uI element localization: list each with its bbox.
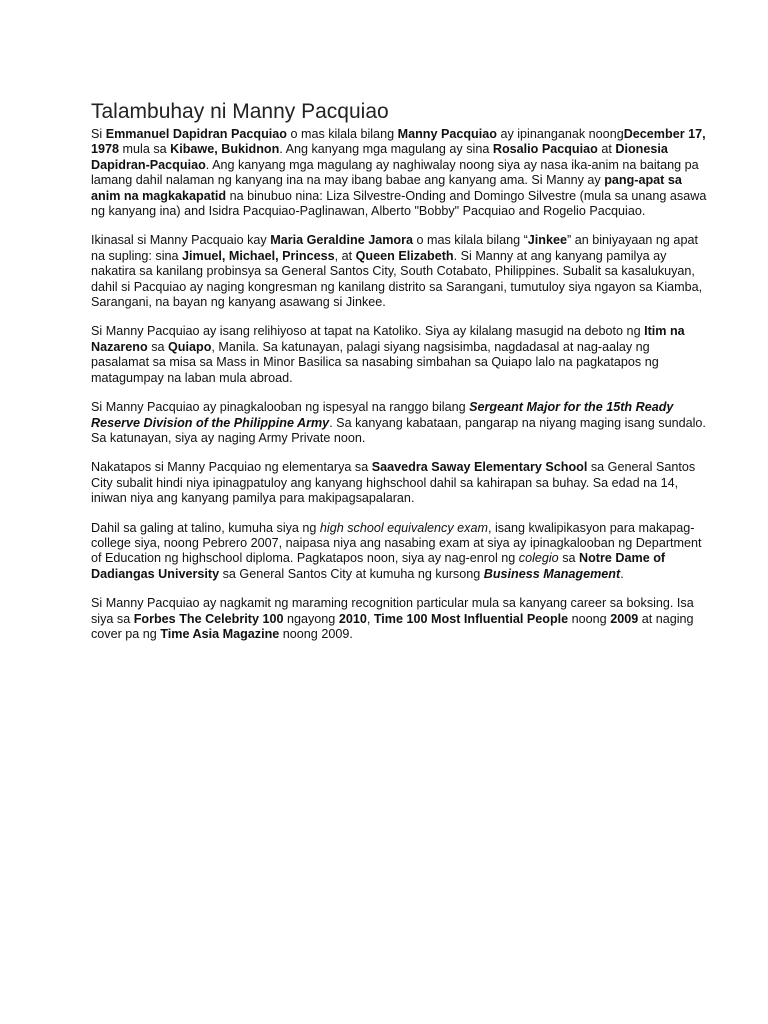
paragraph-text: Si Manny Pacquiao ay nagkamit ng maraming recognition particular mula sa kanyang career sa boksing. Isa siya sa xyxy=(91,596,698,626)
paragraph-text: sa General Santos City subalit hindi niya ipinagpatuloy ang kanyang highschool dahil sa kahirapan sa buhay. Sa edad na 14, iniwan niya ang kanyang pamilya para makipagsapalaran. xyxy=(91,460,699,506)
paragraph-text: noong xyxy=(568,611,611,626)
paragraph-text: Nakatapos si Manny Pacquiao ng elementarya sa xyxy=(91,460,372,475)
emphasized-text: Manny Pacquiao xyxy=(397,127,497,141)
paragraph-text: na binubuo nina: Liza Silvestre-Onding and Domingo Silvestre (mula sa unang asawa ng kanyang ina) and Isidra Pacquiao-Paglinawan, Alberto "Bobby" Pacquiao and Rogelio Pacquiao. xyxy=(91,188,710,219)
paragraph xyxy=(91,127,708,219)
emphasized-text: Saavedra Saway Elementary School xyxy=(371,460,588,475)
paragraph-text: ” an biniyayaan ng apat na supling: sina xyxy=(91,233,702,263)
paragraph-text: , isang kwalipikasyon para makapag-college siya, noong Pebrero 2007, naipasa niya ang nasabing exam at siya ay ipinagkalooban ng Department of Education ng highschool diploma. Pagkatapos noon, siya ay nag-enrol ng xyxy=(91,520,706,566)
paragraph-text: o mas kilala bilang xyxy=(286,127,398,141)
paragraph xyxy=(91,521,708,583)
emphasized-text: Kibawe, Bukidnon xyxy=(170,142,280,157)
emphasized-text: Time 100 Most Influential People xyxy=(373,611,569,626)
emphasized-text: high school equivalency exam xyxy=(319,520,488,535)
emphasized-text: Dionesia Dapidran-Pacquiao xyxy=(91,142,672,172)
document-title: Talambuhay ni Manny Pacquiao xyxy=(91,100,389,123)
emphasized-text: colegio xyxy=(518,551,559,566)
paragraph xyxy=(91,460,708,506)
paragraph-text: at xyxy=(597,142,616,157)
paragraph-text: Si Manny Pacquiao ay pinagkalooban ng ispesyal na ranggo bilang xyxy=(91,400,470,415)
paragraph-text: ay ipinanganak noong xyxy=(496,127,624,141)
paragraph-text: Si xyxy=(91,127,106,141)
emphasized-text: pang-apat sa anim na magkakapatid xyxy=(91,173,686,203)
paragraph-text: . Sa kanyang kabataan, pangarap na niyang maging isang sundalo. Sa katunayan, siya ay naging Army Private noon. xyxy=(91,415,710,445)
paragraph-text: , xyxy=(366,611,374,626)
paragraph xyxy=(91,233,708,310)
emphasized-text: Time Asia Magazine xyxy=(160,626,280,641)
paragraph-text: . Si Manny at ang kanyang pamilya ay nakatira sa kanilang probinsya sa General Santos City, South Cotabato, Philippines. Subalit sa kasalukuyan, dahil si Pacquiao ay naging kongresman ng kanilang distrito sa Sarangani, tumutuloy siya ngayon sa Kiamba, Sarangani, na bayan ng kanyang asawang si Jinkee. xyxy=(91,248,706,310)
emphasized-text: Business Management xyxy=(483,566,621,581)
paragraph-text: . Ang kanyang mga magulang ay sina xyxy=(279,142,493,157)
paragraph-text: Ikinasal si Manny Pacquaio kay xyxy=(91,233,271,248)
emphasized-text: Notre Dame of Dadiangas University xyxy=(91,551,669,581)
document-body xyxy=(91,127,708,642)
paragraph-text: , Manila. Sa katunayan, palagi siyang nagsisimba, nagdadasal at nag-aalay ng pasalamat sa misa sa Mass in Minor Basilica sa nasabing simbahan sa Quiapo lalo na pagkatapos ng matagumpay na laban mula abroad. xyxy=(91,339,663,385)
emphasized-text: 2009 xyxy=(610,611,639,626)
paragraph-text: ngayong xyxy=(283,611,339,626)
paragraph xyxy=(91,400,708,446)
paragraph xyxy=(91,596,708,642)
emphasized-text: Rosalio Pacquiao xyxy=(492,142,598,157)
paragraph-text: noong 2009. xyxy=(279,626,353,641)
paragraph-text: sa xyxy=(558,551,580,566)
emphasized-text: Emmanuel Dapidran Pacquiao xyxy=(105,127,287,141)
emphasized-text: Jinkee xyxy=(527,233,568,248)
emphasized-text: Itim na Nazareno xyxy=(91,324,689,354)
paragraph-text: , at xyxy=(334,248,356,263)
paragraph-text: o mas kilala bilang “ xyxy=(413,233,528,248)
paragraph-text: sa xyxy=(147,339,169,354)
emphasized-text: Maria Geraldine Jamora xyxy=(270,233,413,248)
emphasized-text: Jimuel, Michael, Princess xyxy=(182,248,335,263)
paragraph-text: . xyxy=(620,566,624,581)
emphasized-text: Queen Elizabeth xyxy=(355,248,454,263)
paragraph-text: sa General Santos City at kumuha ng kursong xyxy=(219,566,484,581)
emphasized-text: Quiapo xyxy=(168,339,212,354)
emphasized-text: Sergeant Major for the 15th Ready Reserve Division of the Philippine Army xyxy=(91,400,677,430)
paragraph-text: Si Manny Pacquiao ay isang relihiyoso at tapat na Katoliko. Siya ay kilalang masugid na deboto ng xyxy=(91,324,645,339)
paragraph-text: mula sa xyxy=(119,142,171,157)
paragraph-text: . Ang kanyang mga magulang ay naghiwalay noong siya ay nasa ika-anim na baitang pa lamang dahil nalaman ng kanyang ina na may ibang babae ang kanyang ama. Si Manny ay xyxy=(91,157,703,188)
paragraph xyxy=(91,324,708,386)
paragraph-text: at naging cover pa ng xyxy=(91,611,698,641)
emphasized-text: 2010 xyxy=(338,611,367,626)
emphasized-text: December 17, 1978 xyxy=(91,127,710,157)
emphasized-text: Forbes The Celebrity 100 xyxy=(133,611,284,626)
paragraph-text: Dahil sa galing at talino, kumuha siya ng xyxy=(91,520,320,535)
